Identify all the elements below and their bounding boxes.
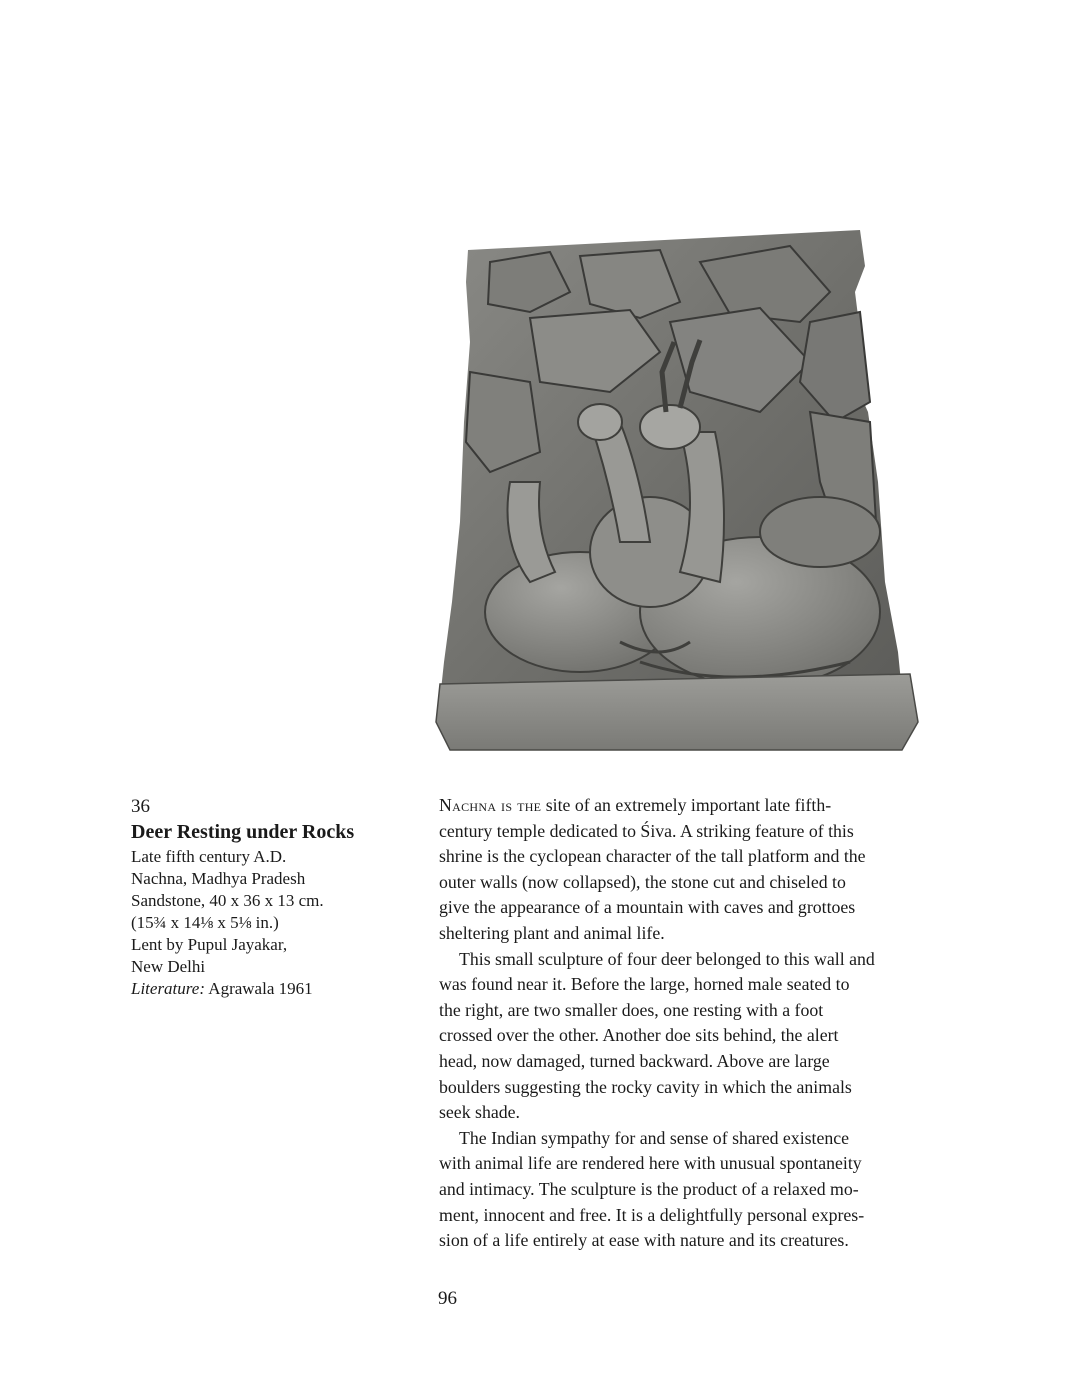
text-line-1: site of an extremely important late fifth- (541, 795, 832, 815)
text-line: seek shade. (439, 1102, 520, 1123)
caption-lender-city: New Delhi (131, 957, 206, 976)
text-line: shrine is the cyclopean character of the tall platform and the (439, 846, 866, 867)
caption-location: Nachna, Madhya Pradesh (131, 869, 306, 888)
text-line: sheltering plant and animal life. (439, 922, 665, 943)
text-line: sion of a life entirely at ease with nature and its creatures. (439, 1230, 849, 1251)
text-line: and intimacy. The sculpture is the product of a relaxed mo- (439, 1178, 859, 1199)
text-line: head, now damaged, turned backward. Above are large (439, 1050, 830, 1071)
text-line: give the appearance of a mountain with caves and grottoes (439, 897, 856, 918)
text-line: century temple dedicated to Śiva. A striking feature of this (439, 820, 854, 841)
text-line: boulders suggesting the rocky cavity in which the animals (439, 1076, 852, 1097)
text-line: crossed over the other. Another doe sits behind, the alert (439, 1025, 839, 1046)
text-line: outer walls (now collapsed), the stone cut and chiseled to (439, 871, 846, 892)
text-line: ment, innocent and free. It is a delightfully personal expres- (439, 1204, 865, 1225)
literature-label: Literature: (131, 979, 205, 998)
text-line: the right, are two smaller does, one resting with a foot (439, 999, 824, 1020)
catalog-number: 36 (131, 796, 150, 817)
literature-value: Agrawala 1961 (208, 979, 313, 998)
body-text (439, 793, 959, 1254)
paragraph-3 (439, 1126, 959, 1254)
text-line: with animal life are rendered here with unusual spontaneity (439, 1153, 862, 1174)
page-number: 96 (438, 1288, 457, 1309)
caption-dimensions: (15¾ x 14⅛ x 5⅛ in.) (131, 913, 279, 932)
text-line: The Indian sympathy for and sense of shared existence (459, 1127, 850, 1148)
caption-literature (131, 978, 401, 1000)
lead-in: Nachna is the (439, 795, 542, 815)
catalog-caption (131, 796, 401, 1000)
paragraph-2 (439, 947, 959, 1126)
paragraph-1 (439, 793, 959, 947)
caption-material: Sandstone, 40 x 36 x 13 cm. (131, 891, 324, 910)
text-line: was found near it. Before the large, horned male seated to (439, 974, 850, 995)
text-line (439, 793, 959, 819)
caption-date: Late fifth century A.D. (131, 847, 287, 866)
sculpture-photo (430, 222, 920, 758)
caption-lender: Lent by Pupul Jayakar, (131, 935, 288, 954)
catalog-title: Deer Resting under Rocks (131, 821, 355, 843)
text-line: This small sculpture of four deer belonged to this wall and (459, 948, 875, 969)
